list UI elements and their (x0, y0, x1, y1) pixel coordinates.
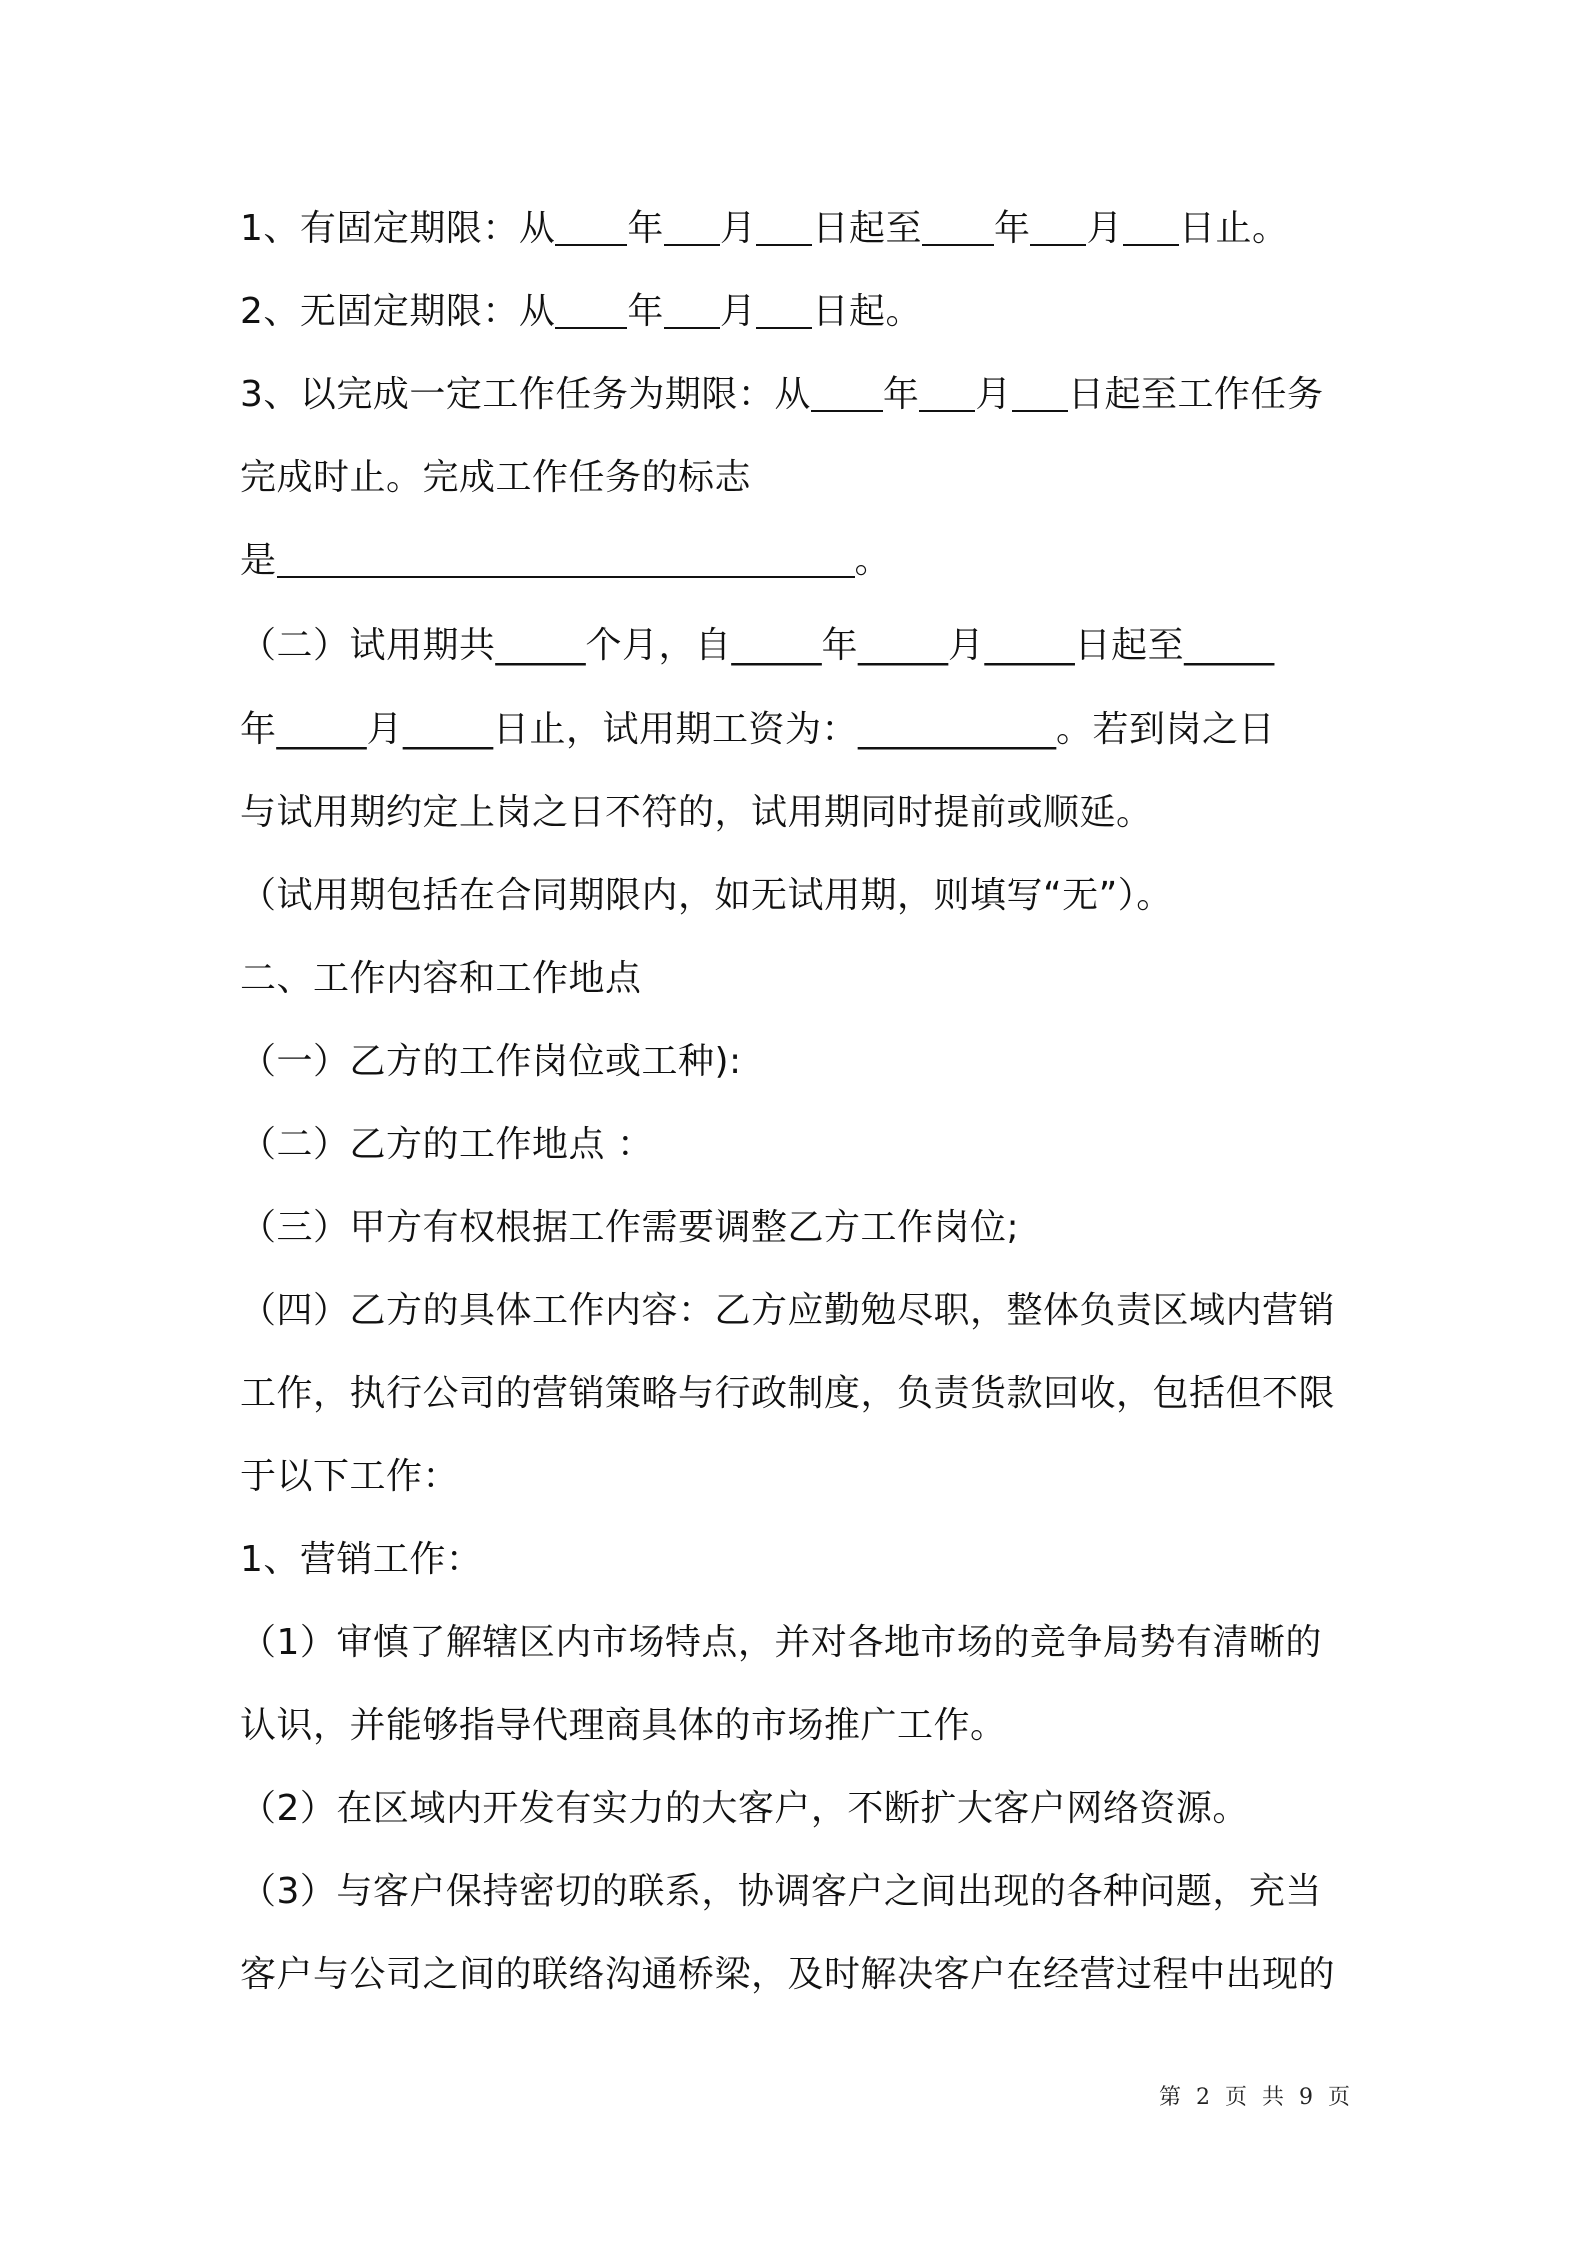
work-item-2: （二）乙方的工作地点 ： (240, 1124, 654, 1165)
blank-field (756, 210, 812, 246)
blank-field (1012, 376, 1068, 412)
blank-field (664, 293, 720, 329)
term-fixed-line: 1、有固定期限：从 年 月 日起至 年 月 日止。 (240, 208, 1289, 249)
probation-line-3: 与试用期约定上岗之日不符的，试用期同时提前或顺延。 (240, 792, 1153, 833)
probation-line-2: 年_____月_____日止，试用期工资为：___________。若到岗之日 (240, 709, 1276, 750)
work-item-4-line-2: 工作，执行公司的营销策略与行政制度，负责货款回收，包括但不限 (240, 1373, 1336, 1414)
para-3-line-2: 客户与公司之间的联络沟通桥梁，及时解决客户在经营过程中出现的 (240, 1954, 1336, 1995)
sub-heading: 1、营销工作： (240, 1539, 483, 1580)
blank-field (756, 293, 812, 329)
section-title: 二、工作内容和工作地点 (240, 958, 642, 999)
work-item-4-line-3: 于以下工作： (240, 1456, 460, 1497)
para-1-line-2: 认识，并能够指导代理商具体的市场推广工作。 (240, 1705, 1007, 1746)
term-task-cont: 完成时止。完成工作任务的标志 (240, 457, 752, 498)
blank-field (922, 210, 994, 246)
probation-note: （试用期包括在合同期限内，如无试用期，则填写“无”）。 (240, 875, 1173, 916)
blank-field (811, 376, 883, 412)
blank-field (919, 376, 975, 412)
para-3-line-1: （3）与客户保持密切的联系，协调客户之间出现的各种问题，充当 (240, 1871, 1322, 1912)
work-item-4-line-1: （四）乙方的具体工作内容：乙方应勤勉尽职，整体负责区域内营销 (240, 1290, 1336, 1331)
blank-field (1123, 210, 1179, 246)
term-open-line: 2、无固定期限：从 年 月 日起。 (240, 291, 922, 332)
work-item-1: （一）乙方的工作岗位或工种): (240, 1041, 742, 1082)
blank-field (555, 293, 627, 329)
blank-field (1030, 210, 1086, 246)
page-number: 第 2 页 共 9 页 (1159, 2085, 1354, 2110)
term-task-mark-line: 是 。 (240, 540, 892, 581)
para-1-line-1: （1）审慎了解辖区内市场特点，并对各地市场的竞争局势有清晰的 (240, 1622, 1322, 1663)
work-item-3: （三）甲方有权根据工作需要调整乙方工作岗位; (240, 1207, 1020, 1248)
blank-field (555, 210, 627, 246)
term-task-line: 3、以完成一定工作任务为期限：从 年 月 日起至工作任务 (240, 374, 1324, 415)
probation-line-1: （二）试用期共_____个月，自_____年_____月_____日起至_____ (240, 625, 1275, 666)
para-2: （2）在区域内开发有实力的大客户，不断扩大客户网络资源。 (240, 1788, 1249, 1829)
blank-field (664, 210, 720, 246)
blank-field (277, 542, 855, 578)
